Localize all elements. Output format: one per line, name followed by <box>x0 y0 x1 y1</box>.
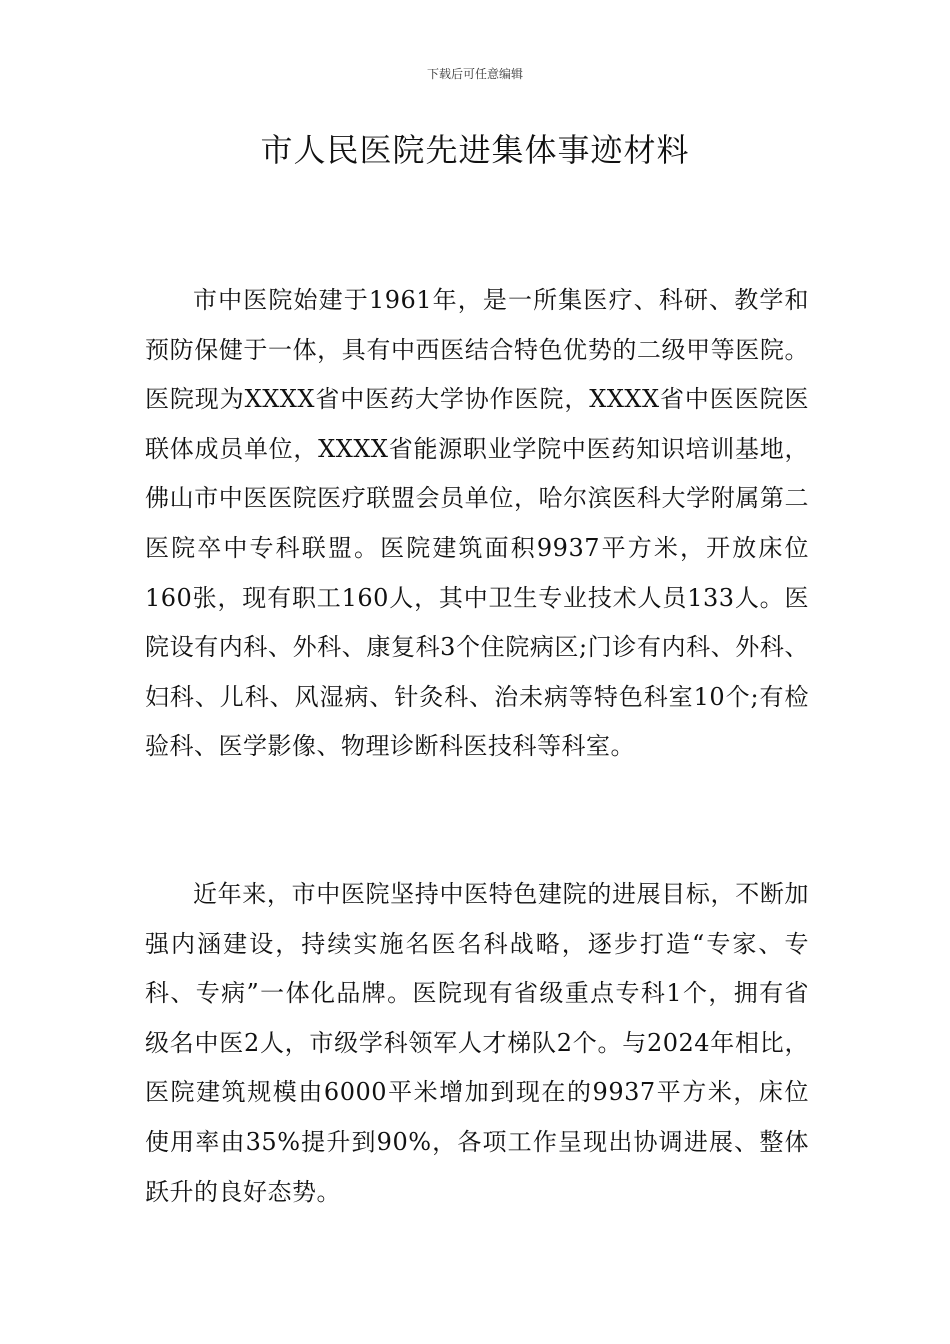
document-title: 市人民医院先进集体事迹材料 <box>260 131 690 169</box>
body-paragraph-2: 近年来，市中医院坚持中医特色建院的进展目标，不断加强内涵建设，持续实施名医名科战略，逐步打造“专家、专科、专病”一体化品牌。医院现有省级重点专科1个，拥有省级名中医2人，市级学科领军人才梯队2个。与2024年相比，医院建筑规模由6000平米增加到现在的9937平方米，床位使用率由35%提升到90%，各项工作呈现出协调进展、整体跃升的良好态势。 <box>145 880 809 1206</box>
body-paragraph-1: 市中医院始建于1961年，是一所集医疗、科研、教学和预防保健于一体，具有中西医结合特色优势的二级甲等医院。医院现为XXXX省中医药大学协作医院，XXXX省中医医院医联体成员单位，XXXX省能源职业学院中医药知识培训基地，佛山市中医医院医疗联盟会员单位，哈尔滨医科大学附属第二医院卒中专科联盟。医院建筑面积9937平方米，开放床位160张，现有职工160人，其中卫生专业技术人员133人。医院设有内科、外科、康复科3个住院病区;门诊有内科、外科、妇科、儿科、风湿病、针灸科、治未病等特色科室10个;有检验科、医学影像、物理诊断科医技科等科室。 <box>145 286 809 761</box>
header-note: 下载后可任意编辑 <box>426 67 523 81</box>
